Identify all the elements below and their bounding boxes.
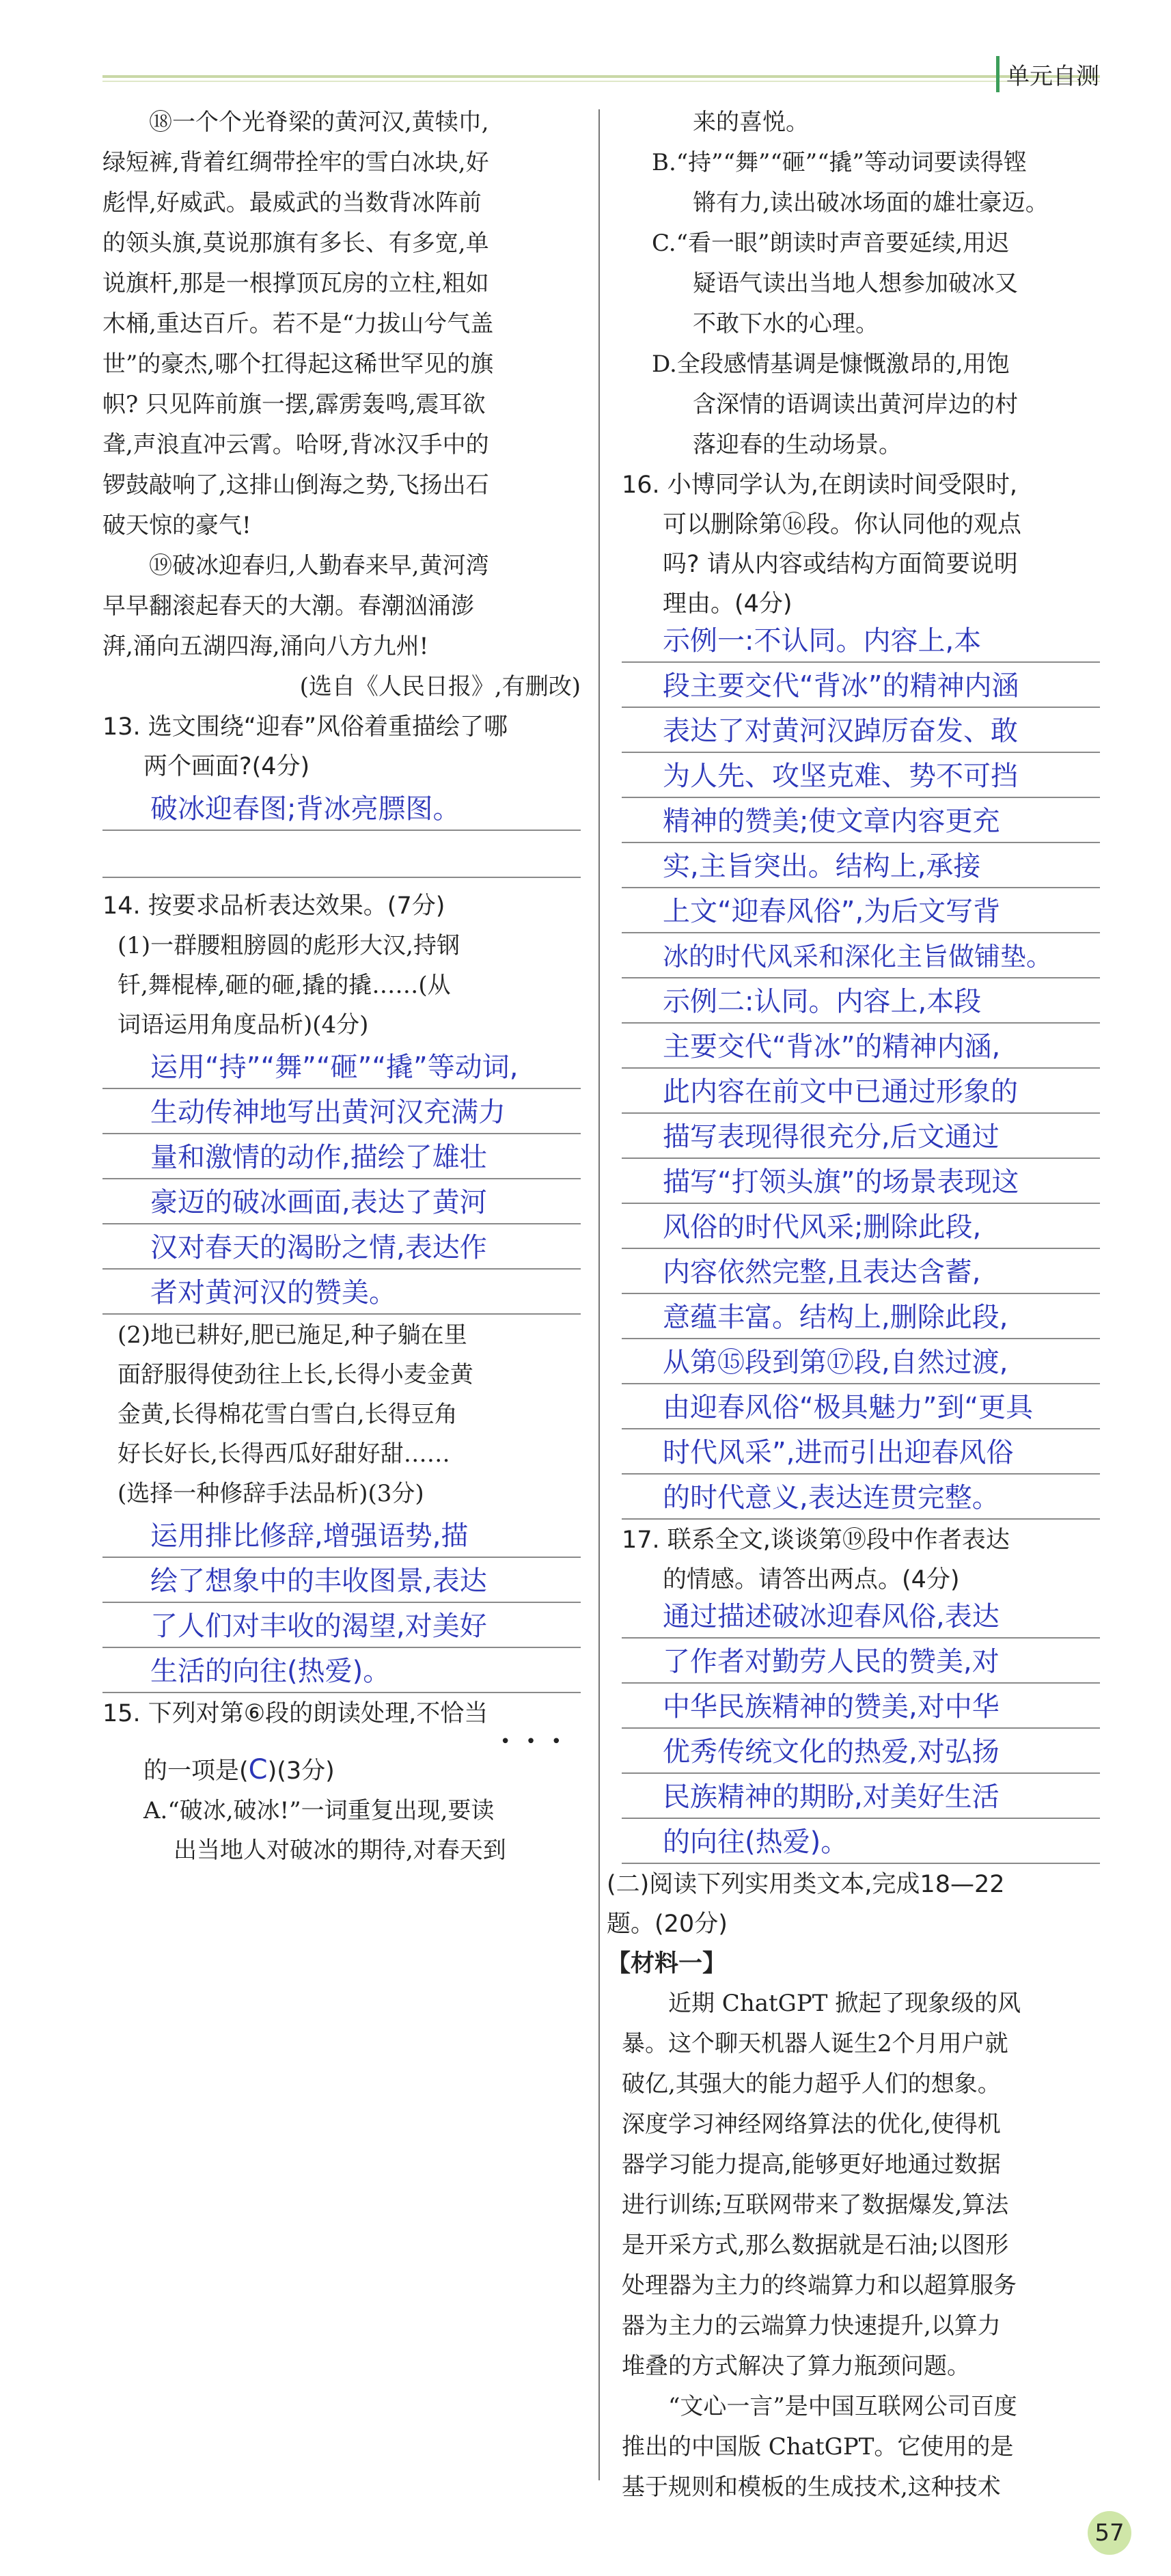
text-line: ⑲破冰迎春归,人勤春来早,黄河湾 (149, 552, 489, 579)
text-line: 锣鼓敲响了,这排山倒海之势,飞扬出石 (102, 471, 489, 499)
section-heading: 题。(20分) (607, 1910, 728, 1938)
text-line: 破天惊的豪气! (102, 512, 251, 539)
question-line: 两个画面?(4分) (143, 753, 310, 780)
sub-question-line: 好长好长,长得西瓜好甜好甜…… (118, 1440, 450, 1468)
section-2 (607, 1865, 1100, 2508)
question-16 (622, 465, 1100, 1520)
question-line: 17. 联系全文,谈谈第⑲段中作者表达 (622, 1526, 1010, 1554)
question-line: 16. 小博同学认为,在朗读时间受限时, (622, 471, 1018, 499)
text-line: 是开采方式,那么数据就是石油;以图形 (622, 2232, 1009, 2259)
answer-text: 运用“持”“舞”“砸”“撬”等动词, (150, 1052, 519, 1083)
answer-text: 从第⑮段到第⑰段,自然过渡, (663, 1347, 1008, 1378)
answer-block (102, 1045, 581, 1315)
text-line: 早早翻滚起春天的大潮。春潮汹涌澎 (102, 592, 474, 620)
sub-question-line: 词语运用角度品析)(4分) (118, 1011, 369, 1039)
source-citation: (选自《人民日报》,有删改) (299, 673, 581, 700)
option-a-line: 出当地人对破冰的期待,对春天到 (174, 1837, 506, 1864)
sub-question-line: (2)地已耕好,肥已施足,种子躺在里 (118, 1321, 467, 1349)
answer-text: 由迎春风俗“极具魅力”到“更具 (663, 1392, 1034, 1423)
answer-text: 精神的赞美;使文章内容更充 (663, 806, 1000, 837)
answer-text: 为人先、攻坚克难、势不可挡 (663, 761, 1018, 792)
text-line: 彪悍,好威武。最威武的当数背冰阵前 (102, 189, 482, 217)
answer-text: 生活的向往(热爱)。 (150, 1656, 391, 1687)
answer-text: 豪迈的破冰画面,表达了黄河 (150, 1187, 487, 1218)
text-line: 推出的中国版 ChatGPT。它使用的是 (622, 2433, 1014, 2461)
answer-text: 示例二:认同。内容上,本段 (663, 986, 982, 1017)
paragraph-19 (102, 546, 581, 667)
option-line: B.“持”“舞”“砸”“撬”等动词要读得铿 (652, 149, 1027, 176)
column-divider (598, 109, 600, 2480)
answer-text: 内容依然完整,且表达含蓄, (663, 1257, 981, 1288)
answer-text: 生动传神地写出黄河汉充满力 (150, 1097, 506, 1128)
answer-blank-line (102, 832, 581, 878)
answer-block (622, 618, 1100, 1520)
answer-text: 绘了想象中的丰收图景,表达 (150, 1565, 487, 1597)
text-line: 世”的豪杰,哪个扛得起这稀世罕见的旗 (102, 351, 494, 378)
section-heading: (二)阅读下列实用类文本,完成18—22 (607, 1871, 1005, 1898)
paragraph-18 (102, 102, 581, 546)
text-line: 帜? 只见阵前旗一摆,霹雳轰鸣,震耳欲 (102, 391, 486, 418)
sub-question-line: (1)一群腰粗膀圆的彪形大汉,持钢 (118, 932, 460, 959)
left-column (102, 102, 581, 1871)
sub-question-line: 面舒服得使劲往上长,长得小麦金黄 (118, 1361, 473, 1388)
option-line: 含深情的语调读出黄河岸边的村 (693, 391, 1018, 418)
option-a-line: 来的喜悦。 (693, 109, 809, 136)
answer-text: 了人们对丰收的渴望,对美好 (150, 1611, 487, 1642)
answer-text: 冰的时代风采和深化主旨做铺垫。 (663, 942, 1053, 972)
answer-text: 民族精神的期盼,对美好生活 (663, 1781, 1000, 1813)
answer-text: 的向往(热爱)。 (663, 1826, 849, 1858)
question-line: 吗? 请从内容或结构方面简要说明 (663, 551, 1018, 578)
answer-text: 者对黄河汉的赞美。 (150, 1277, 396, 1308)
answer-text: 汉对春天的渴盼之情,表达作 (150, 1232, 487, 1263)
option-line: 落迎春的生动场景。 (693, 431, 902, 458)
answer-text: 示例一:不认同。内容上,本 (663, 625, 982, 657)
text-line: 器为主力的云端算力快速提升,以算力 (622, 2312, 1001, 2340)
answer-text: 实,主旨突出。结构上,承接 (663, 851, 981, 882)
text-line: 基于规则和模板的生成技术,这种技术 (622, 2474, 1001, 2501)
answer-text: 描写表现得很充分,后文通过 (663, 1121, 1000, 1153)
sub-question-line: (选择一种修辞手法品析)(3分) (118, 1480, 424, 1507)
option-a-line: A.“破冰,破冰!”一词重复出现,要读 (143, 1797, 495, 1824)
question-line: 的情感。请答出两点。(4分) (663, 1566, 960, 1593)
question-14 (102, 886, 581, 1694)
answer-text: 风俗的时代风采;删除此段, (663, 1211, 982, 1243)
text-line: 聋,声浪直冲云霄。哈呀,背冰汉手中的 (102, 431, 489, 458)
answer-text: 描写“打领头旗”的场景表现这 (663, 1166, 1019, 1198)
page-number: 57 (1088, 2511, 1131, 2555)
option-line: 疑语气读出当地人想参加破冰又 (693, 270, 1018, 297)
answer-text: 量和激情的动作,描绘了雄壮 (150, 1142, 487, 1173)
question-line: 14. 按要求品析表达效果。(7分) (102, 892, 445, 920)
answer-text: 上文“迎春风俗”,为后文写背 (663, 896, 1001, 927)
text-line: 深度学习神经网络算法的优化,使得机 (622, 2111, 1001, 2138)
material-heading: 【材料一】 (607, 1950, 727, 1977)
text-line: 堆叠的方式解决了算力瓶颈问题。 (622, 2353, 970, 2380)
option-line: C.“看一眼”朗读时声音要延续,用迟 (652, 230, 1010, 257)
answer-text: 通过描述破冰迎春风俗,表达 (663, 1601, 1000, 1632)
text-line: ⑱一个个光脊梁的黄河汉,黄犊巾, (149, 109, 489, 136)
answer-text: 此内容在前文中已通过形象的 (663, 1076, 1018, 1108)
unit-label: 单元自测 (996, 56, 1106, 92)
text-line: 破亿,其强大的能力超乎人们的想象。 (622, 2070, 1001, 2098)
selected-choice: C (248, 1754, 268, 1785)
question-text: )(3分) (267, 1757, 335, 1785)
answer-text: 中华民族精神的赞美,对中华 (663, 1691, 1000, 1723)
question-text: 的一项是( (143, 1757, 249, 1785)
text-line: 近期 ChatGPT 掀起了现象级的风 (668, 1990, 1021, 2017)
answer-text: 运用排比修辞,增强语势,描 (150, 1520, 469, 1552)
header-rule-secondary (102, 81, 1100, 82)
text-line: 湃,涌向五湖四海,涌向八方九州! (102, 633, 429, 660)
question-line: 可以删除第⑯段。你认同他的观点 (663, 511, 1022, 538)
text-line: 绿短裤,背着红绸带拴牢的雪白冰块,好 (102, 149, 489, 176)
option-line: 锵有力,读出破冰场面的雄壮豪迈。 (693, 189, 1049, 217)
text-line: 器学习能力提高,能够更好地通过数据 (622, 2151, 1001, 2178)
text-line: 木桶,重达百斤。若不是“力拔山兮气盖 (102, 310, 494, 338)
text-line: 处理器为主力的终端算力和以超算服务 (622, 2272, 1017, 2299)
right-column (607, 102, 1100, 2508)
option-line: 不敢下水的心理。 (693, 310, 879, 338)
question-line (102, 1750, 581, 1791)
question-line: 15. 下列对第⑥段的朗读处理,不恰当 (102, 1700, 488, 1727)
answer-text: 了作者对勤劳人民的赞美,对 (663, 1646, 1000, 1677)
question-line: 13. 选文围绕“迎春”风俗着重描绘了哪 (102, 713, 508, 741)
question-15 (102, 1694, 581, 1871)
question-13 (102, 707, 581, 878)
answer-text: 表达了对黄河汉踔厉奋发、敢 (663, 715, 1018, 747)
question-line: 理由。(4分) (663, 590, 793, 618)
answer-block (102, 1513, 581, 1694)
answer-text: 优秀传统文化的热爱,对弘扬 (663, 1736, 1000, 1768)
option-line: D.全段感情基调是慷慨激昂的,用饱 (652, 351, 1010, 378)
material-paragraph (622, 2387, 1100, 2508)
text-line: 进行训练;互联网带来了数据爆发,算法 (622, 2191, 1009, 2219)
sub-question-line: 金黄,长得棉花雪白雪白,长得豆角 (118, 1401, 458, 1428)
answer-text: 破冰迎春图;背冰亮膘图。 (102, 786, 581, 832)
material-paragraph (622, 1984, 1100, 2387)
answer-text: 意蕴丰富。结构上,删除此段, (663, 1302, 1008, 1333)
question-17 (622, 1520, 1100, 1865)
option-d (622, 344, 1100, 465)
answer-block (622, 1594, 1100, 1865)
answer-text: 段主要交代“背冰”的精神内涵 (663, 670, 1019, 702)
text-line: 的领头旗,莫说那旗有多长、有多宽,单 (102, 230, 489, 257)
sub-question-line: 钎,舞棍棒,砸的砸,撬的撬……(从 (118, 972, 451, 999)
answer-text: 的时代意义,表达连贯完整。 (663, 1482, 1000, 1513)
answer-text: 主要交代“背冰”的精神内涵, (663, 1031, 1001, 1063)
text-line: “文心一言”是中国互联网公司百度 (668, 2393, 1017, 2420)
text-line: 说旗杆,那是一根撑顶瓦房的立柱,粗如 (102, 270, 489, 297)
emphasis-dots: ••• (499, 1731, 577, 1752)
header-rule (102, 75, 1100, 78)
option-b (622, 143, 1100, 223)
answer-text: 时代风采”,进而引出迎春风俗 (663, 1437, 1014, 1468)
option-c (622, 223, 1100, 344)
text-line: 暴。这个聊天机器人诞生2个月用户就 (622, 2030, 1008, 2057)
